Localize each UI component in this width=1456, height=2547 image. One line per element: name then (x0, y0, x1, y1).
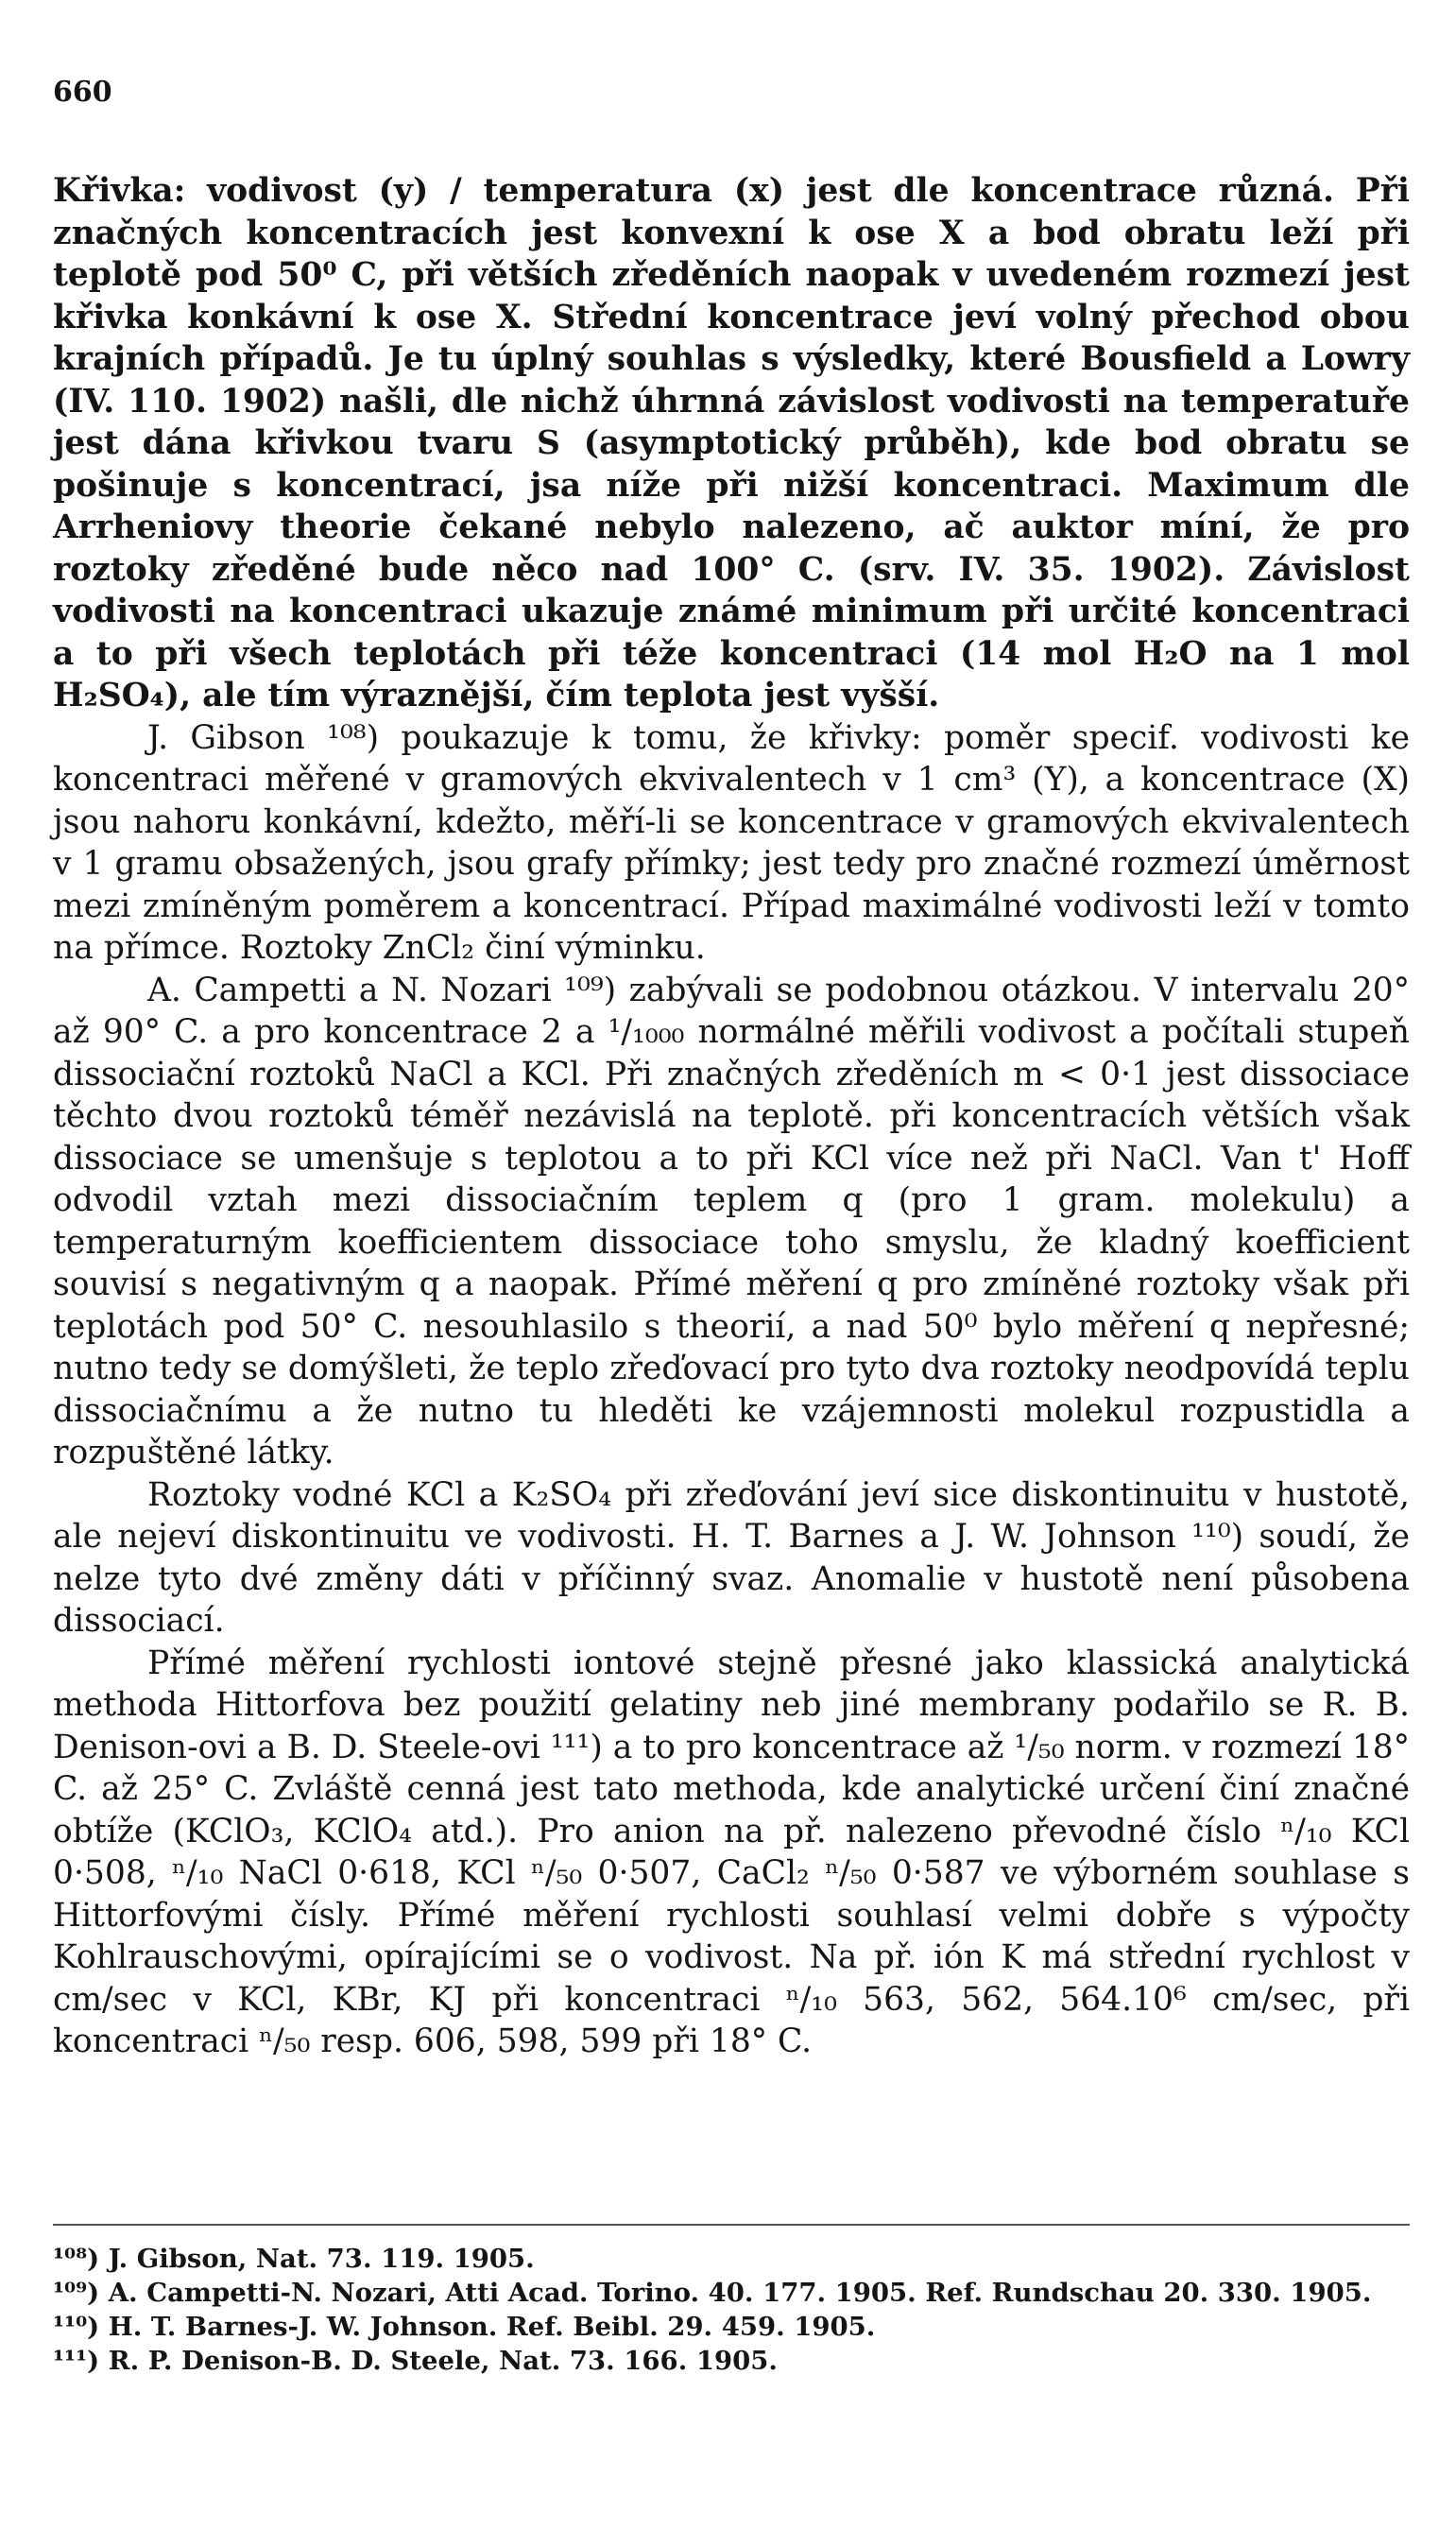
paragraph-denison-steele: Přímé měření rychlosti iontové stejně přesné jako klassická analytická methoda Hittorfova bez použití gelatiny neb jiné membrany podařilo se R. B. Denison-ovi a B. D. Steele-ovi ¹¹¹) a to pro koncentrace až ¹/₅₀ norm. v rozmezí 18° C. až 25° C. Zvláště cenná jest tato methoda, kde analytické určení činí značné obtíže (KClO₃, KClO₄ atd.). Pro anion na př. nalezeno převodné číslo ⁿ/₁₀ KCl 0·508, ⁿ/₁₀ NaCl 0·618, KCl ⁿ/₅₀ 0·507, CaCl₂ ⁿ/₅₀ 0·587 ve výborném souhlase s Hittorfovými čísly. Přímé měření rychlosti souhlasí velmi dobře s výpočty Kohlrauschovými, opírajícími se o vodivost. Na př. ión K má střední rychlost v cm/sec v KCl, KBr, KJ při koncentraci ⁿ/₁₀ 563, 562, 564.10⁶ cm/sec, při koncentraci ⁿ/₅₀ resp. 606, 598, 599 při 18° C. (53, 1644, 1410, 2060)
body-text (53, 170, 1410, 2063)
paragraph-gibson: J. Gibson ¹⁰⁸) poukazuje k tomu, že křivky: poměr specif. vodivosti ke koncentraci měřené v gramových ekvivalentech v 1 cm³ (Y), a koncentrace (X) jsou nahoru konkávní, kdežto, měří-li se koncentrace v gramových ekvivalentech v 1 gramu obsažených, jsou grafy přímky; jest tedy pro značné rozmezí úměrnost mezi zmíněným poměrem a koncentrací. Případ maximálné vodivosti leží v tomto na přímce. Roztoky ZnCl₂ činí výminku. (53, 718, 1410, 967)
paragraph-barnes-johnson: Roztoky vodné KCl a K₂SO₄ při zřeďování jeví sice diskontinuitu v hustotě, ale nejeví diskontinuitu ve vodivosti. H. T. Barnes a J. W. Johnson ¹¹⁰) soudí, že nelze tyto dvé změny dáti v příčinný svaz. Anomalie v hustotě není působena dissociací. (53, 1475, 1410, 1640)
paragraph-conductivity-curve: Křivka: vodivost (y) / temperatura (x) jest dle koncentrace různá. Při značných koncentracích jest konvexní k ose X a bod obratu leží při teplotě pod 50⁰ C, při větších zředěních naopak v uvedeném rozmezí jest křivka konkávní k ose X. Střední koncentrace jeví volný přechod obou krajních případů. Je tu úplný souhlas s výsledky, které Bousfield a Lowry (IV. 110. 1902) našli, dle nichž úhrnná závislost vodivosti na temperatuře jest dána křivkou tvaru S (asymptotický průběh), kde bod obratu se pošinuje s koncentrací, jsa níže při nižší koncentraci. Maximum dle Arrheniovy theorie čekané nebylo nalezeno, ač auktor míní, že pro roztoky zředěné bude něco nad 100° C. (srv. IV. 35. 1902). Závislost vodivosti na koncentraci ukazuje známé minimum při určité koncentraci a to při všech teplotách při téže koncentraci (14 mol H₂O na 1 mol H₂SO₄), ale tím výraznější, čím teplota jest vyšší. (53, 172, 1410, 714)
footnote-108: ¹⁰⁸) J. Gibson, Nat. 73. 119. 1905. (53, 2244, 535, 2274)
footnotes (53, 2242, 1410, 2378)
footnote-109: ¹⁰⁹) A. Campetti-N. Nozari, Atti Acad. Torino. 40. 177. 1905. Ref. Rundschau 20. 330. 1905. (53, 2278, 1372, 2308)
footnote-111: ¹¹¹) R. P. Denison-B. D. Steele, Nat. 73. 166. 1905. (53, 2346, 778, 2376)
page-number: 660 (53, 76, 112, 109)
footnote-110: ¹¹⁰) H. T. Barnes-J. W. Johnson. Ref. Beibl. 29. 459. 1905. (53, 2312, 876, 2342)
footnote-divider (53, 2224, 1410, 2226)
paragraph-campetti-nozari: A. Campetti a N. Nozari ¹⁰⁹) zabývali se podobnou otázkou. V intervalu 20° až 90° C. a pro koncentrace 2 a ¹/₁₀₀₀ normálné měřili vodivost a počítali stupeň dissociační roztoků NaCl a KCl. Při značných zředěních m < 0·1 jest dissociace těchto dvou roztoků téměř nezávislá na teplotě. při koncentracích větších však dissociace se umenšuje s teplotou a to při KCl více než při NaCl. Van t' Hoff odvodil vztah mezi dissociačním teplem q (pro 1 gram. molekulu) a temperaturným koefficientem dissociace toho smyslu, že kladný koefficient souvisí s negativným q a naopak. Přímé měření q pro zmíněné roztoky však při teplotách pod 50° C. nesouhlasilo s theorií, a nad 50⁰ bylo měření q nepřesné; nutno tedy se domýšleti, že teplo zřeďovací pro tyto dva roztoky neodpovídá teplu dissociačnímu a že nutno tu hleděti ke vzájemnosti molekul rozpustidla a rozpuštěné látky. (53, 971, 1410, 1471)
